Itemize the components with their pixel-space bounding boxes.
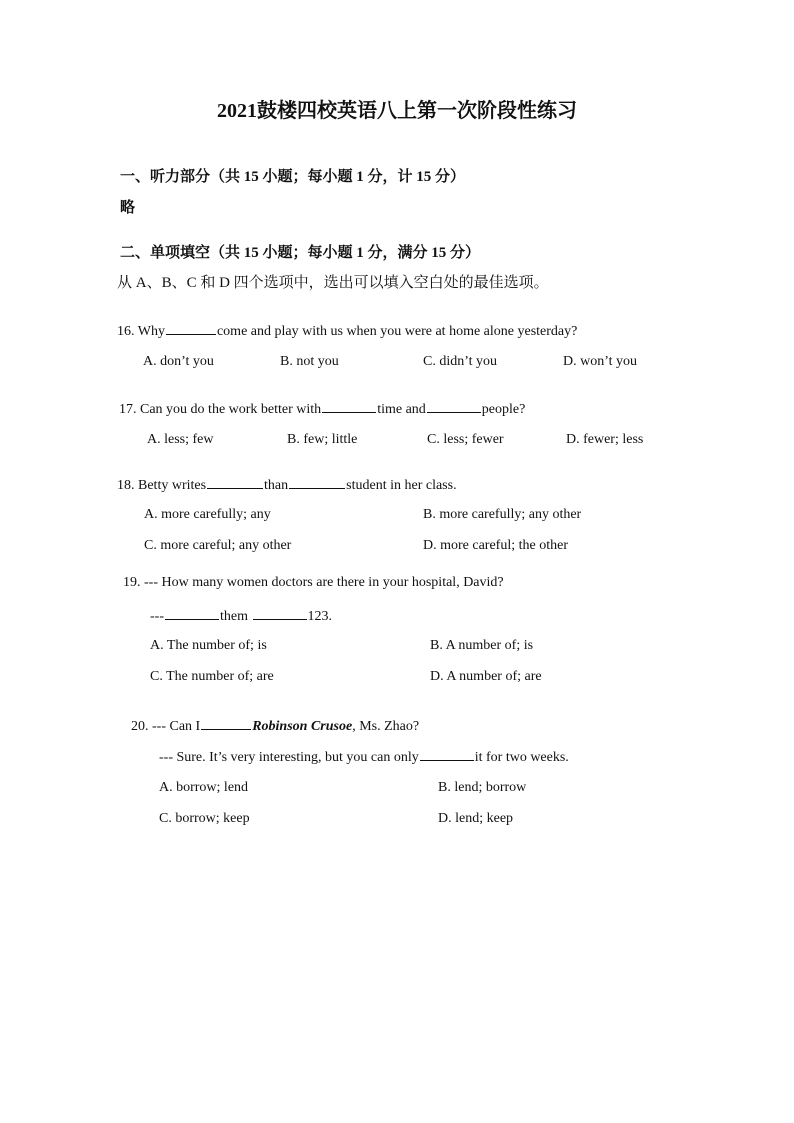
question-number: 19. [123,575,141,590]
section2-heading: 二、单项填空（共 15 小题；每小题 1 分，满分 15 分） [120,245,481,261]
q19-option-d: D. A number of; are [430,669,542,684]
q19-option-b: B. A number of; is [430,638,534,653]
q16-option-a: A. don’t you [143,354,214,369]
page-title: 2021鼓楼四校英语八上第一次阶段性练习 [217,100,577,122]
answer-blank [166,321,216,335]
answer-blank [165,606,219,620]
q17-option-b: B. few; little [287,432,358,447]
q17-option-a: A. less; few [147,432,214,447]
answer-blank [201,716,251,730]
question-number: 20. [131,719,149,734]
answer-blank [322,399,376,413]
section1-heading: 一、听力部分（共 15 小题；每小题 1 分，计 15 分） [120,169,466,185]
question-number: 18. [117,478,135,493]
question-16-stem: 16. Why come and play with us when you were at home alone yesterday? [117,321,577,341]
answer-blank [420,747,474,761]
q17-option-c: C. less; fewer [427,432,504,447]
section1-note: 略 [120,200,136,216]
answer-blank [207,475,263,489]
answer-blank [253,606,307,620]
question-19-line2: --- them 123. [150,606,332,626]
question-number: 16. [117,324,135,339]
q20-option-a: A. borrow; lend [159,780,249,795]
q18-option-a: A. more carefully; any [144,507,271,522]
question-17-stem: 17. Can you do the work better with time and people? [119,399,525,419]
q17-option-d: D. fewer; less [566,432,644,447]
question-number: 17. [119,402,137,417]
q18-option-c: C. more careful; any other [144,538,292,553]
q16-option-c: C. didn’t you [423,354,498,369]
q16-option-b: B. not you [280,354,339,369]
q18-option-b: B. more carefully; any other [423,507,582,522]
answer-blank [427,399,481,413]
q19-option-a: A. The number of; is [150,638,267,653]
question-19-line1: 19. --- How many women doctors are there in your hospital, David? [123,575,504,590]
question-20-line1: 20. --- Can I Robinson Crusoe, Ms. Zhao? [131,716,419,736]
question-20-line2: --- Sure. It’s very interesting, but you can only it for two weeks. [159,747,569,767]
book-title: Robinson Crusoe [252,719,353,734]
q20-option-d: D. lend; keep [438,811,514,826]
answer-blank [289,475,345,489]
q19-option-c: C. The number of; are [150,669,274,684]
q16-option-d: D. won’t you [563,354,638,369]
q18-option-d: D. more careful; the other [423,538,568,553]
q20-option-c: C. borrow; keep [159,811,250,826]
question-18-stem: 18. Betty writes than student in her class. [117,475,457,495]
q20-option-b: B. lend; borrow [438,780,527,795]
section2-instruction: 从 A、B、C 和 D 四个选项中，选出可以填入空白处的最佳选项。 [117,275,549,291]
